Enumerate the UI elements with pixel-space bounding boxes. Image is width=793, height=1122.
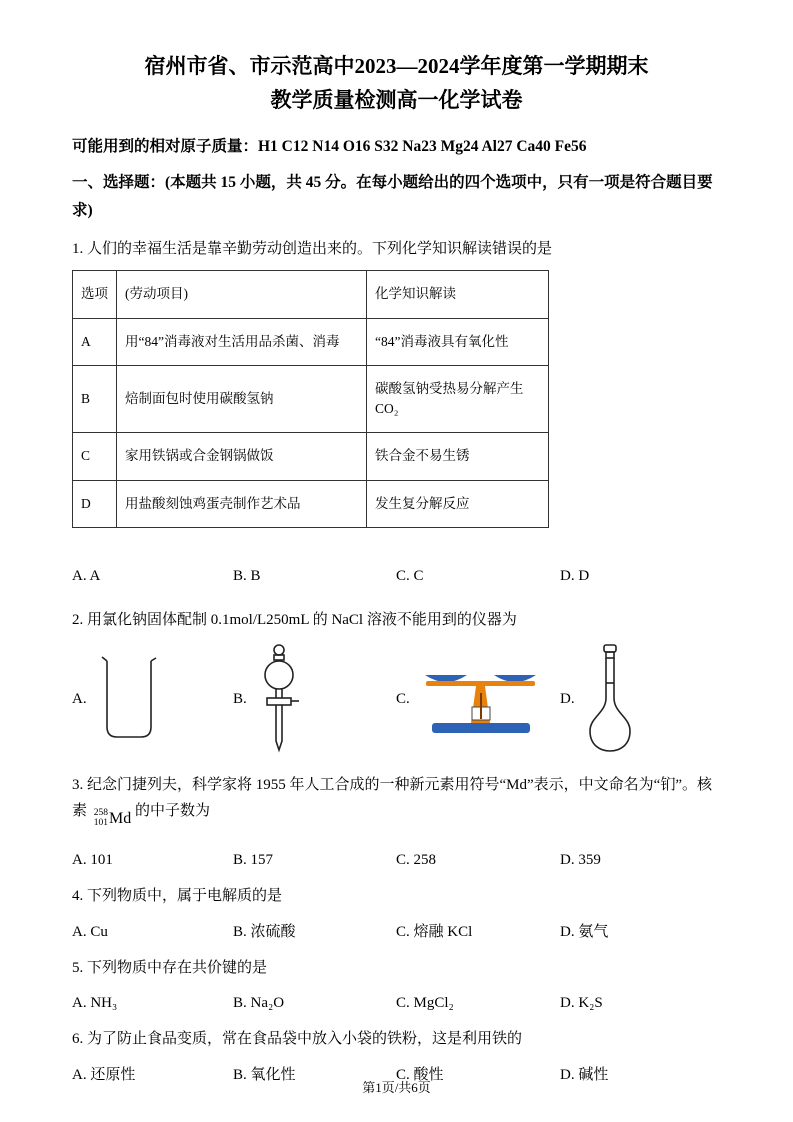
q2-option-c-letter: C.	[396, 690, 410, 707]
q4-option-b: B. 浓硫酸	[233, 923, 296, 940]
q6-option-b: B. 氧化性	[233, 1066, 296, 1083]
q1-row-c-activity: 家用铁锅或合金钢锅做饭	[117, 433, 367, 480]
q2-figures	[72, 643, 721, 755]
q2-option-b-letter: B.	[233, 690, 247, 707]
q6-option-a: A. 还原性	[72, 1066, 136, 1083]
q5-options	[72, 991, 721, 1015]
q4-options	[72, 920, 721, 944]
q4-option-a: A. Cu	[72, 923, 108, 940]
q1-table-header-option: 选项	[73, 271, 117, 318]
separating-funnel-icon	[257, 643, 301, 755]
table-row	[73, 365, 549, 433]
q1-row-a-explanation: “84”消毒液具有氧化性	[367, 318, 549, 365]
q3-options	[72, 848, 721, 872]
page-indicator: 第1页/共6页	[362, 1080, 431, 1095]
q6-option-c: C. 酸性	[396, 1066, 444, 1083]
q3-stem	[72, 773, 721, 832]
section-header: 一、选择题：(本题共 15 小题，共 45 分。在每小题给出的四个选项中，只有一项是符合题目要求)	[72, 174, 713, 219]
q6-option-d: D. 碱性	[560, 1066, 609, 1083]
volumetric-flask-icon	[585, 643, 635, 755]
q1-row-b-activity: 焙制面包时使用碳酸氢钠	[117, 365, 367, 433]
q4-option-c: C. 熔融 KCl	[396, 923, 473, 940]
balance-left-pan	[425, 675, 467, 682]
nuclide-atomic-number: 101	[93, 817, 109, 828]
q2-figure-d	[560, 643, 721, 755]
q5-stem: 5. 下列物质中存在共价键的是	[72, 959, 268, 976]
q3-option-a: A. 101	[72, 852, 113, 869]
q2-option-a-letter: A.	[72, 690, 87, 707]
balance-beam	[426, 681, 535, 686]
q2-figure-b	[233, 643, 396, 755]
table-row	[73, 480, 549, 527]
q2-option-d-letter: D.	[560, 690, 575, 707]
nuclide-notation	[91, 805, 131, 832]
q1-row-c-explanation: 铁合金不易生锈	[367, 433, 549, 480]
q3-option-d: D. 359	[560, 852, 601, 869]
q1-option-a: A. A	[72, 567, 101, 584]
balance-right-pan	[494, 675, 536, 682]
q4-option-d: D. 氨气	[560, 923, 609, 940]
exam-title-line2: 教学质量检测高一化学试卷	[270, 87, 523, 112]
q3-option-c: C. 258	[396, 852, 437, 869]
nuclide-symbol: Md	[109, 810, 132, 828]
table-row	[73, 318, 549, 365]
q6-stem: 6. 为了防止食品变质，常在食品袋中放入小袋的铁粉，这是利用铁的	[72, 1031, 523, 1048]
nuclide-mass-number: 258	[93, 807, 109, 818]
q4-stem: 4. 下列物质中，属于电解质的是	[72, 888, 283, 905]
q1-row-a-activity: 用“84”消毒液对生活用品杀菌、消毒	[117, 318, 367, 365]
q1-row-d-activity: 用盐酸刻蚀鸡蛋壳制作艺术品	[117, 480, 367, 527]
q5-option-b: B. Na₂O	[233, 995, 285, 1012]
q1-table	[72, 270, 549, 528]
q2-figure-a	[72, 653, 233, 745]
q1-row-b-letter: B	[73, 365, 117, 433]
q5-option-a: A. NH₃	[72, 995, 118, 1012]
q1-options	[72, 564, 721, 588]
q1-row-c-letter: C	[73, 433, 117, 480]
q1-stem: 1. 人们的幸福生活是靠辛勤劳动创造出来的。下列化学知识解读错误的是	[72, 240, 553, 257]
q2-stem: 2. 用氯化钠固体配制 0.1mol/L250mL 的 NaCl 溶液不能用到的仪器为	[72, 611, 517, 628]
q5-option-c: C. MgCl₂	[396, 995, 454, 1012]
q1-row-a-letter: A	[73, 318, 117, 365]
q3-option-b: B. 157	[233, 852, 274, 869]
q3-stem-after: 的中子数为	[135, 802, 211, 819]
q5-option-d: D. K₂S	[560, 995, 603, 1012]
q2-figure-c	[396, 659, 560, 739]
table-row	[73, 433, 549, 480]
q1-row-d-letter: D	[73, 480, 117, 527]
beaker-icon	[97, 653, 159, 745]
q1-option-c: C. C	[396, 567, 424, 584]
q1-row-b-explanation: 碳酸氢钠受热易分解产生 CO₂	[367, 365, 549, 433]
q3-stem-text: 3. 纪念门捷列夫，科学家将 1955 年人工合成的一种新元素用符号“Md”表示，中文命名为“钔”。核素	[72, 777, 712, 819]
q1-table-header-activity: (劳动项目)	[117, 271, 367, 318]
q1-row-d-explanation: 发生复分解反应	[367, 480, 549, 527]
exam-title-line1: 宿州市省、市示范高中2023—2024学年度第一学期期末	[144, 54, 649, 78]
balance-base	[432, 723, 530, 733]
platform-balance-icon	[420, 659, 542, 739]
q1-option-d: D. D	[560, 567, 590, 584]
atomic-mass-note: 可能用到的相对原子质量：H1 C12 N14 O16 S32 Na23 Mg24 Al27 Ca40 Fe56	[72, 138, 587, 156]
q1-table-header-row	[73, 271, 549, 318]
q1-table-header-explanation: 化学知识解读	[367, 271, 549, 318]
q1-option-b: B. B	[233, 567, 261, 584]
